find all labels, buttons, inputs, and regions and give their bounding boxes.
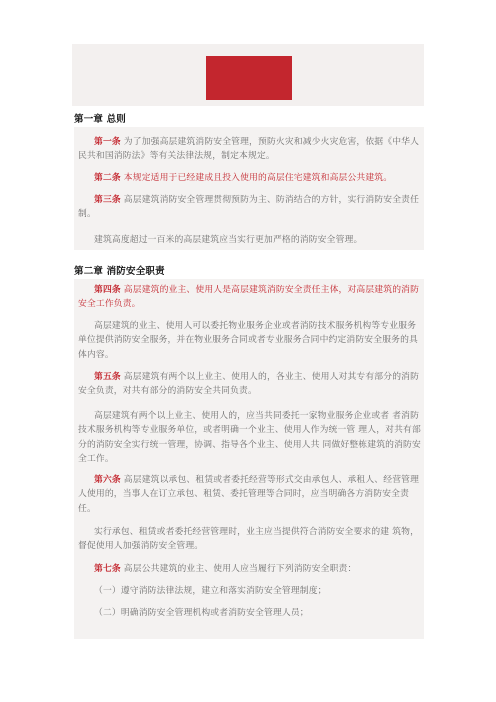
article-text: 高层公共建筑的业主、使用人应当履行下列消防安全职责： <box>123 564 357 574</box>
article-text: 高层建筑有两个以上业主、使用人的，各业主、使用人对其专有部分的消防安全负责，对共有部分的消防安全共同负责。 <box>78 372 420 397</box>
paragraph-text: 高层建筑的业主、使用人可以委托物业服务企业或者消防技术服务机构等专业服务单位提供消防安全服务，并在物业服务合同或者专业服务合同中约定消防安全服务的具体内容。 <box>78 321 418 360</box>
article-text: 本规定适用于已经建成且投入使用的高层住宅建筑和高层公共建筑。 <box>123 173 393 183</box>
list-item <box>78 584 422 598</box>
chapter-1-title: 第一章 总则 <box>74 114 127 125</box>
article-text: 为了加强高层建筑消防安全管理，预防火灾和减少火灾危害，依据《中华人民共和国消防法》等有关法律法规，制定本规定。 <box>78 137 420 162</box>
list-item-text: （二）明确消防安全管理机构或者消防安全管理人员； <box>94 608 309 618</box>
article-number: 第五条 <box>94 372 121 382</box>
article-4 <box>78 283 422 312</box>
article-number: 第四条 <box>94 285 121 295</box>
article-number: 第二条 <box>94 173 121 183</box>
paragraph-text: 实行承包、租赁或者委托经营管理时，业主应当提供符合消防安全要求的建 筑物，督促使用人加强消防安全管理。 <box>78 527 420 552</box>
article-text: 高层建筑以承包、租赁或者委托经营等形式交由承包人、承租人、经营管理人使用的，当事人在订立承包、租赁、委托管理等合同时，应当明确各方消防安全责任。 <box>78 475 420 514</box>
article-number: 第七条 <box>94 564 121 574</box>
chapter-2-title: 第二章 消防安全职责 <box>74 266 165 277</box>
list-item-text: （一）遵守消防法律法规，建立和落实消防安全管理制度； <box>94 586 327 596</box>
article-7 <box>78 562 422 576</box>
paragraph <box>78 319 422 362</box>
article-number: 第一条 <box>94 137 121 147</box>
article-6 <box>78 473 422 516</box>
paragraph-text: 高层建筑有两个以上业主、使用人的，应当共同委托一家物业服务企业或者 者消防技术服务机构等专业服务单位，或者明确一个业主、使用人作为统一管 理人，对共有部分的消防安全实行统一管理，协调、指导各个业主、使用人共 同做好整栋建筑的消防安全工作。 <box>78 411 421 465</box>
article-number: 第三条 <box>94 195 121 205</box>
article-2 <box>78 171 422 185</box>
article-text: 高层建筑的业主、使用人是高层建筑消防安全责任主体，对高层建筑的消防安全工作负责。 <box>78 285 420 310</box>
paragraph-text: 建筑高度超过一百米的高层建筑应当实行更加严格的消防安全管理。 <box>94 235 363 245</box>
list-item <box>78 606 422 620</box>
article-5 <box>78 370 422 399</box>
paragraph <box>78 409 422 467</box>
paragraph <box>78 525 422 554</box>
header-red-block <box>206 56 292 100</box>
article-number: 第六条 <box>94 475 121 485</box>
article-text: 高层建筑消防安全管理贯彻预防为主、防消结合的方针，实行消防安全责任制。 <box>78 195 420 220</box>
paragraph <box>78 233 422 247</box>
article-3 <box>78 193 422 222</box>
article-1 <box>78 135 422 164</box>
